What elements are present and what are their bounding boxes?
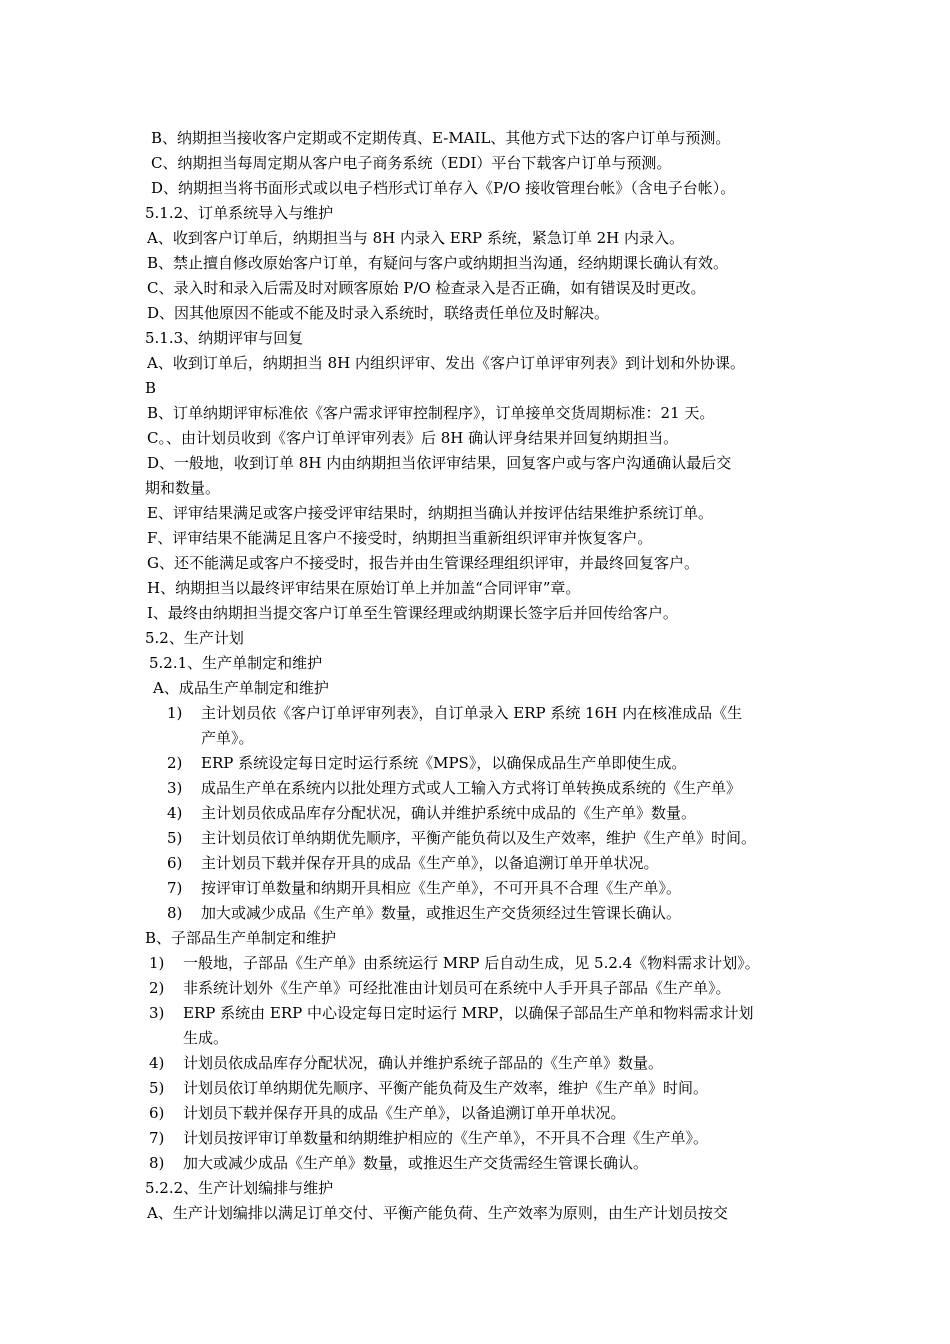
paragraph-line: B: [145, 379, 157, 397]
paragraph-line: B、订单纳期评审标准依《客户需求评审控制程序》，订单接单交货周期标准：21 天。: [147, 404, 715, 422]
list-number: 3): [149, 1004, 165, 1022]
list-item-text: 成品生产单在系统内以批处理方式或人工输入方式将订单转换成系统的《生产单》: [201, 779, 742, 797]
list-number: 4): [149, 1054, 165, 1072]
paragraph-line: A、生产计划编排以满足订单交付、平衡产能负荷、生产效率为原则，由生产计划员按交: [147, 1204, 728, 1222]
list-item-text: ERP 系统设定每日定时运行系统《MPS》，以确保成品生产单即使生成。: [201, 754, 687, 772]
paragraph-line: B、禁止擅自修改原始客户订单，有疑问与客户或纳期担当沟通，经纳期课长确认有效。: [147, 254, 729, 272]
list-item-text: 计划员依成品库存分配状况，确认并维护系统子部品的《生产单》数量。: [183, 1054, 664, 1072]
paragraph-line: A、收到订单后，纳期担当 8H 内组织评审、发出《客户订单评审列表》到计划和外协课。: [147, 354, 745, 372]
list-number: 5): [167, 829, 183, 847]
list-number: 7): [167, 879, 183, 897]
paragraph-line: C。、由计划员收到《客户订单评审列表》后 8H 确认评身结果并回复纳期担当。: [147, 429, 679, 447]
list-number: 1): [149, 954, 165, 972]
paragraph-line: I、最终由纳期担当提交客户订单至生管课经理或纳期课长签字后并回传给客户。: [147, 604, 678, 622]
list-item-text: 计划员下载并保存开具的成品《生产单》，以备追溯订单开单状况。: [183, 1104, 626, 1122]
list-item-text: 主计划员下载并保存开具的成品《生产单》，以备追溯订单开单状况。: [201, 854, 659, 872]
section-heading: 5.2.1、生产单制定和维护: [149, 654, 323, 672]
list-number: 1): [167, 704, 183, 722]
paragraph-line: H、纳期担当以最终评审结果在原始订单上并加盖“合同评审”章。: [147, 579, 581, 597]
paragraph-line: 期和数量。: [145, 479, 221, 497]
list-number: 4): [167, 804, 183, 822]
subsection-heading: A、成品生产单制定和维护: [153, 679, 329, 697]
paragraph-line: D、一般地，收到订单 8H 内由纳期担当依评审结果，回复客户或与客户沟通确认最后交: [147, 454, 732, 472]
list-item-text: 加大或减少成品《生产单》数量，或推迟生产交货需经生管课长确认。: [183, 1154, 649, 1172]
list-item-text: 计划员按评审订单数量和纳期维护相应的《生产单》，不开具不合理《生产单》。: [183, 1129, 709, 1147]
paragraph-line: D、纳期担当将书面形式或以电子档形式订单存入《P/O 接收管理台帐》（含电子台帐）。: [151, 179, 736, 197]
paragraph-line: B、纳期担当接收客户定期或不定期传真、E-MAIL、其他方式下达的客户订单与预测。: [151, 129, 731, 147]
list-item-text: 计划员依订单纳期优先顺序、平衡产能负荷及生产效率，维护《生产单》时间。: [183, 1079, 709, 1097]
list-number: 6): [167, 854, 183, 872]
list-item-text: 按评审订单数量和纳期开具相应《生产单》，不可开具不合理《生产单》。: [201, 879, 682, 897]
list-item-text: 非系统计划外《生产单》可经批准由计划员可在系统中人手开具子部品《生产单》。: [183, 979, 731, 997]
paragraph-line: D、因其他原因不能或不能及时录入系统时，联络责任单位及时解决。: [147, 304, 610, 322]
list-number: 2): [149, 979, 165, 997]
list-number: 5): [149, 1079, 165, 1097]
section-heading: 5.1.3、纳期评审与回复: [145, 329, 304, 347]
list-item-text: 主计划员依订单纳期优先顺序，平衡产能负荷以及生产效率，维护《生产单》时间。: [201, 829, 757, 847]
list-number: 7): [149, 1129, 165, 1147]
paragraph-line: E、评审结果满足或客户接受评审结果时，纳期担当确认并按评估结果维护系统订单。: [147, 504, 713, 522]
section-heading: 5.2、生产计划: [145, 629, 244, 647]
list-item-text: 主计划员依成品库存分配状况，确认并维护系统中成品的《生产单》数量。: [201, 804, 697, 822]
list-item-text: 一般地，子部品《生产单》由系统运行 MRP 后自动生成，见 5.2.4《物料需求计划》。: [183, 954, 760, 972]
list-number: 8): [149, 1154, 165, 1172]
paragraph-line: A、收到客户订单后，纳期担当与 8H 内录入 ERP 系统，紧急订单 2H 内录入。: [147, 229, 685, 247]
subsection-heading: B、子部品生产单制定和维护: [145, 929, 337, 947]
paragraph-line: C、录入时和录入后需及时对顾客原始 P/O 检查录入是否正确，如有错误及时更改。: [147, 279, 706, 297]
paragraph-line: F、评审结果不能满足且客户不接受时，纳期担当重新组织评审并恢复客户。: [147, 529, 653, 547]
list-item-text: 主计划员依《客户订单评审列表》，自订单录入 ERP 系统 16H 内在核准成品《生: [201, 704, 743, 722]
list-number: 3): [167, 779, 183, 797]
list-item-text: 生成。: [183, 1029, 229, 1047]
list-number: 6): [149, 1104, 165, 1122]
list-item-text: 产单》。: [201, 729, 254, 747]
list-item-text: 加大或减少成品《生产单》数量，或推迟生产交货须经过生管课长确认。: [201, 904, 682, 922]
section-heading: 5.2.2、生产计划编排与维护: [145, 1179, 334, 1197]
list-number: 2): [167, 754, 183, 772]
list-number: 8): [167, 904, 183, 922]
list-item-text: ERP 系统由 ERP 中心设定每日定时运行 MRP，以确保子部品生产单和物料需求计划: [183, 1004, 754, 1022]
paragraph-line: C、纳期担当每周定期从客户电子商务系统（EDI）平台下载客户订单与预测。: [151, 154, 672, 172]
section-heading: 5.1.2、订单系统导入与维护: [145, 204, 334, 222]
paragraph-line: G、还不能满足或客户不接受时，报告并由生管课经理组织评审，并最终回复客户。: [147, 554, 699, 572]
